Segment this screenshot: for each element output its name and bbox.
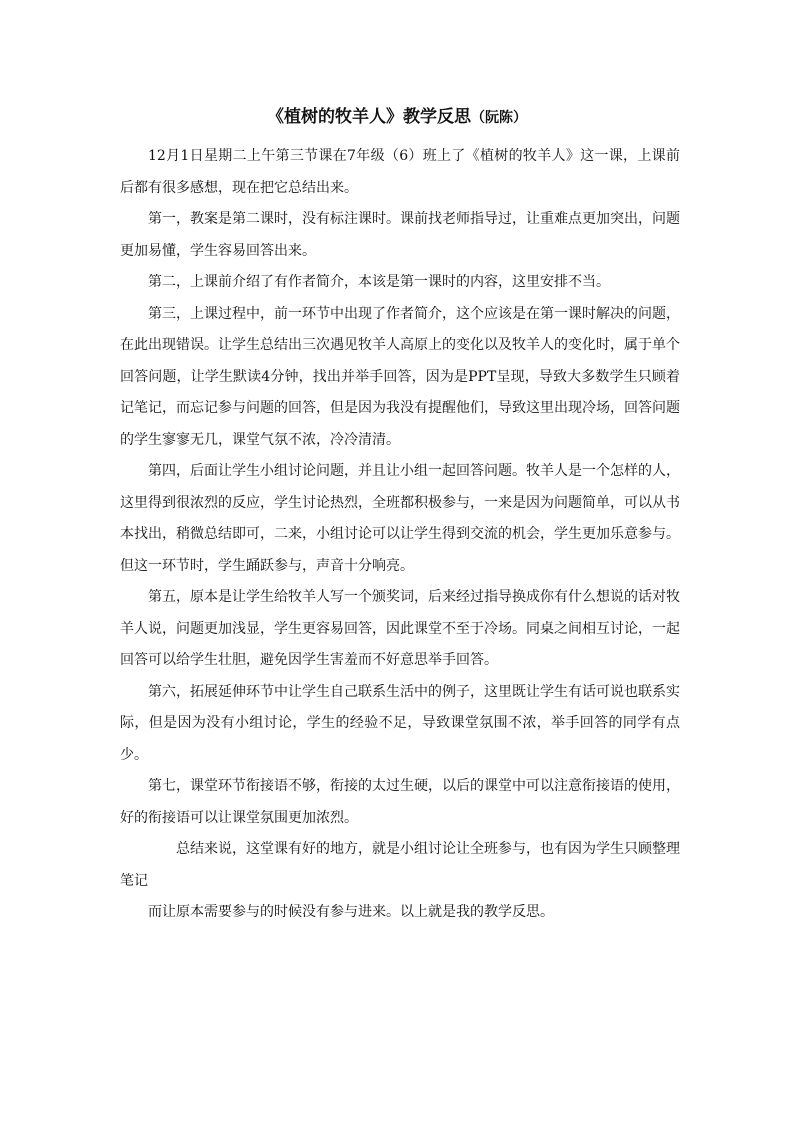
paragraph-intro: 12月1日星期二上午第三节课在7年级（6）班上了《植树的牧羊人》这一课，上课前后都有很多感想，现在把它总结出来。: [120, 148, 680, 196]
document-body: [120, 141, 680, 929]
paragraph-point-3: 第三，上课过程中，前一环节中出现了作者简介，这个应该是在第一课时解决的问题，在此出现错误。让学生总结出三次遇见牧羊人高原上的变化以及牧羊人的变化时，属于单个回答问题，让学生默读4分钟，找出并举手回答，因为是PPT呈现，导致大多数学生只顾着记笔记，而忘记参与问题的回答，但是因为我没有提醒他们，导致这里出现冷场，回答问题的学生寥寥无几，课堂气氛不浓，冷冷清清。: [120, 305, 680, 448]
paragraph-point-2: 第二，上课前介绍了有作者简介，本该是第一课时的内容，这里安排不当。: [148, 274, 610, 290]
title-text: 《植树的牧羊人》教学反思: [267, 107, 471, 127]
paragraph-point-7: 第七，课堂环节衔接语不够，衔接的太过生硬，以后的课堂中可以注意衔接语的使用，好的衔接语可以让课堂氛围更加浓烈。: [120, 778, 680, 826]
author-note: （阮陈）: [471, 110, 527, 126]
paragraph-point-1: 第一，教案是第二课时，没有标注课时。课前找老师指导过，让重难点更加突出，问题更加易懂，学生容易回答出来。: [120, 211, 680, 259]
paragraph-point-4: 第四，后面让学生小组讨论问题，并且让小组一起回答问题。牧羊人是一个怎样的人，这里得到很浓烈的反应，学生讨论热烈，全班都积极参与，一来是因为问题简单，可以从书本找出，稍微总结即可，二来，小组讨论可以让学生得到交流的机会，学生更加乐意参与。但这一环节时，学生踊跃参与，声音十分响亮。: [120, 463, 680, 574]
paragraph-point-6: 第六，拓展延伸环节中让学生自己联系生活中的例子，这里既让学生有话可说也联系实际，但是因为没有小组讨论，学生的经验不足，导致课堂氛围不浓，举手回答的同学有点少。: [120, 683, 680, 763]
document-title: [0, 104, 794, 131]
paragraph-summary-continued: 而让原本需要参与的时候没有参与进来。以上就是我的教学反思。: [148, 904, 554, 920]
paragraph-summary: 总结来说，这堂课有好的地方，就是小组讨论让全班参与，也有因为学生只顾整理笔记: [120, 841, 680, 889]
paragraph-point-5: 第五，原本是让学生给牧羊人写一个颁奖词，后来经过指导换成你有什么想说的话对牧羊人说，问题更加浅显，学生更容易回答，因此课堂不至于冷场。同桌之间相互讨论，一起回答可以给学生壮胆，避免因学生害羞而不好意思举手回答。: [120, 589, 680, 668]
